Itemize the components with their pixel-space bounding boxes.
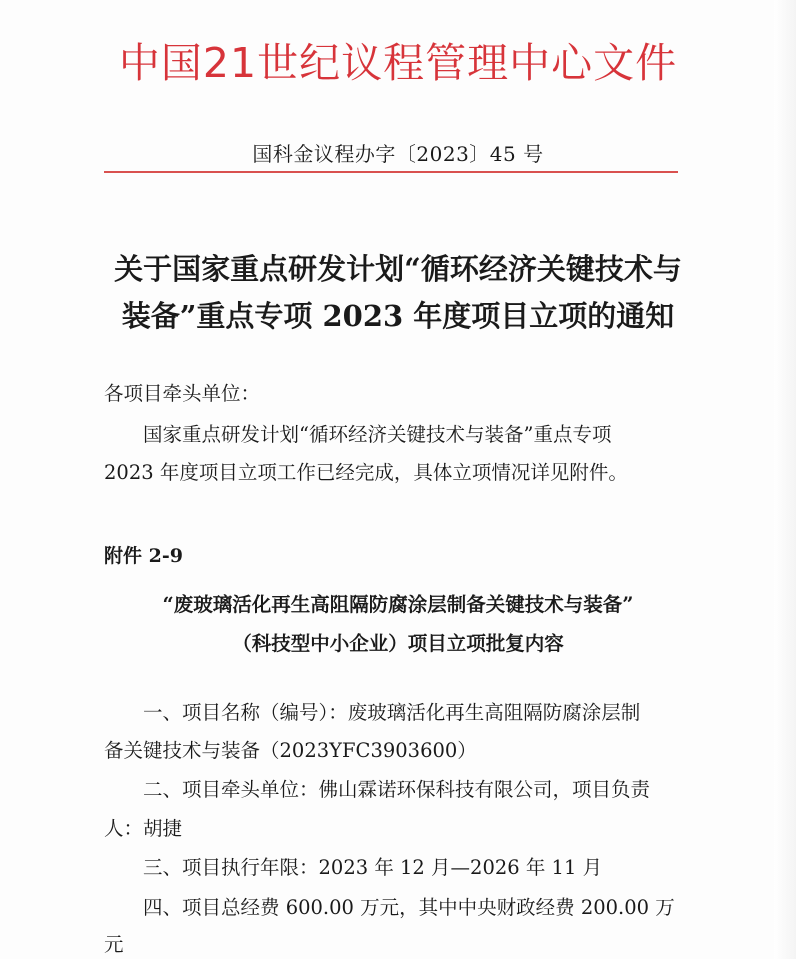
notice-title: [0, 246, 796, 340]
header-red-rule: [104, 171, 678, 173]
item-line: 四、项目总经费 600.00 万元，其中中央财政经费 200.00 万: [143, 896, 675, 919]
item-line: 二、项目牵头单位：佛山霖诺环保科技有限公司，项目负责: [143, 778, 651, 801]
notice-title-line-2: 装备”重点专项 2023 年度项目立项的通知: [121, 299, 675, 333]
paragraph-line: 2023 年度项目立项工作已经完成，具体立项情况详见附件。: [104, 461, 628, 484]
item-line: 人：胡捷: [104, 817, 183, 840]
document-number: 国科金议程办字〔2023〕45 号: [252, 142, 544, 166]
item-line: 一、项目名称（编号）：废玻璃活化再生高阻隔防腐涂层制: [143, 701, 641, 724]
item-line: 三、项目执行年限：2023 年 12 月—2026 年 11 月: [143, 856, 603, 879]
item-line: 元: [104, 933, 124, 956]
paragraph-line: 国家重点研发计划“循环经济关键技术与装备”重点专项: [143, 423, 612, 446]
attachment-label: 附件 2-9: [104, 545, 183, 567]
salutation: 各项目牵头单位：: [104, 382, 261, 405]
org-header-title: 中国21世纪议程管理中心文件: [118, 39, 678, 87]
item-line: 备关键技术与装备（2023YFC3903600）: [104, 739, 477, 762]
notice-title-line-1: 关于国家重点研发计划“循环经济关键技术与: [114, 252, 682, 286]
attachment-title-line-1: “废玻璃活化再生高阻隔防腐涂层制备关键技术与装备”: [162, 593, 634, 616]
attachment-title-line-2: （科技型中小企业）项目立项批复内容: [232, 632, 564, 655]
